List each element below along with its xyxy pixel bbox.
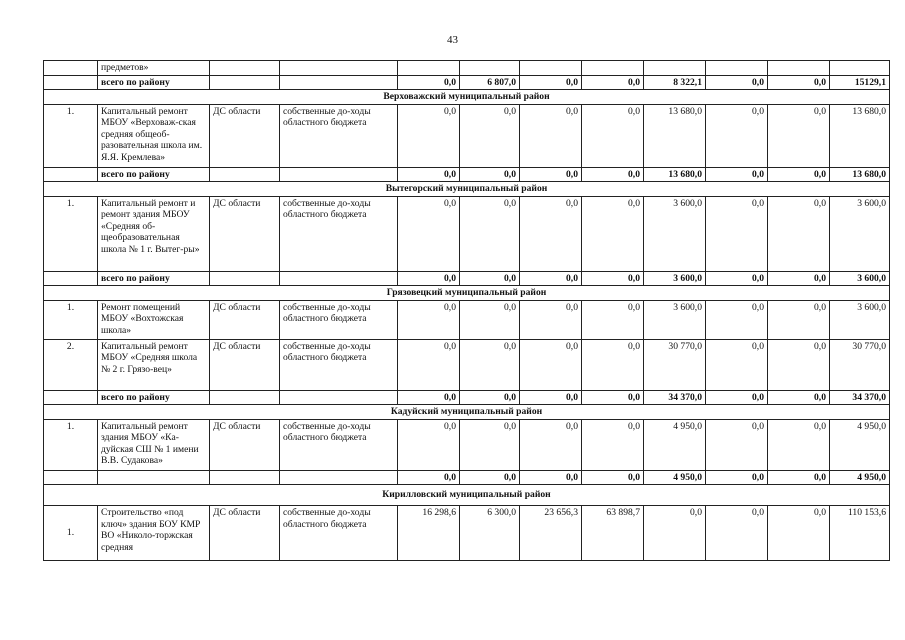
value-cell: 110 153,6 — [830, 506, 890, 561]
total-value-cell: 0,0 — [768, 167, 830, 182]
value-cell: 0,0 — [582, 339, 644, 390]
total-value-cell: 0,0 — [398, 390, 460, 405]
value-cell: 0,0 — [706, 419, 768, 470]
total-value-cell: 0,0 — [582, 470, 644, 485]
total-value-cell: 8 322,1 — [644, 75, 706, 90]
total-value-cell: 0,0 — [398, 470, 460, 485]
value-cell: 0,0 — [460, 419, 520, 470]
empty-cell — [644, 61, 706, 76]
customer-cell — [210, 271, 280, 286]
value-cell: 0,0 — [582, 419, 644, 470]
total-value-cell: 0,0 — [706, 167, 768, 182]
value-cell: 13 680,0 — [830, 104, 890, 167]
value-cell: 0,0 — [520, 196, 582, 271]
value-cell: 0,0 — [398, 300, 460, 339]
total-value-cell: 0,0 — [398, 271, 460, 286]
total-value-cell: 13 680,0 — [644, 167, 706, 182]
total-value-cell: 6 807,0 — [460, 75, 520, 90]
value-cell: 0,0 — [768, 104, 830, 167]
total-value-cell: 0,0 — [706, 271, 768, 286]
empty-cell — [280, 61, 398, 76]
value-cell: 0,0 — [706, 300, 768, 339]
total-value-cell: 34 370,0 — [644, 390, 706, 405]
total-value-cell: 3 600,0 — [644, 271, 706, 286]
table-row — [44, 419, 890, 470]
customer-cell — [210, 167, 280, 182]
total-value-cell: 0,0 — [398, 167, 460, 182]
district-total-label: всего по району — [98, 75, 210, 90]
value-cell: 30 770,0 — [644, 339, 706, 390]
value-cell: 0,0 — [398, 419, 460, 470]
object-name-cell: Строительство «под ключ» здания БОУ КМР ВО «Николо-торжская средняя — [98, 506, 210, 561]
value-cell: 0,0 — [460, 196, 520, 271]
empty-cell — [460, 61, 520, 76]
value-cell: 0,0 — [582, 300, 644, 339]
total-value-cell: 0,0 — [460, 470, 520, 485]
funding-source-cell: собственные до-ходы областного бюджета — [280, 196, 398, 271]
total-value-cell: 0,0 — [768, 75, 830, 90]
value-cell: 30 770,0 — [830, 339, 890, 390]
value-cell: 0,0 — [768, 196, 830, 271]
customer-cell: ДС области — [210, 339, 280, 390]
total-value-cell: 0,0 — [706, 75, 768, 90]
value-cell: 63 898,7 — [582, 506, 644, 561]
value-cell: 0,0 — [768, 339, 830, 390]
total-value-cell: 0,0 — [520, 75, 582, 90]
district-total-label: всего по району — [98, 167, 210, 182]
empty-cell — [210, 61, 280, 76]
total-value-cell: 34 370,0 — [830, 390, 890, 405]
total-value-cell: 0,0 — [520, 271, 582, 286]
total-value-cell: 0,0 — [460, 167, 520, 182]
customer-cell: ДС области — [210, 196, 280, 271]
total-value-cell: 13 680,0 — [830, 167, 890, 182]
table-row — [44, 271, 890, 286]
value-cell: 0,0 — [644, 506, 706, 561]
value-cell: 0,0 — [582, 104, 644, 167]
index-cell — [44, 61, 98, 76]
budget-table — [43, 60, 890, 561]
value-cell: 0,0 — [768, 419, 830, 470]
total-value-cell: 0,0 — [706, 390, 768, 405]
table-row — [44, 75, 890, 90]
value-cell: 0,0 — [520, 339, 582, 390]
value-cell: 0,0 — [520, 104, 582, 167]
value-cell: 6 300,0 — [460, 506, 520, 561]
value-cell: 0,0 — [706, 104, 768, 167]
district-total-label: всего по району — [98, 271, 210, 286]
total-value-cell: 0,0 — [520, 167, 582, 182]
total-value-cell: 4 950,0 — [644, 470, 706, 485]
value-cell: 0,0 — [768, 300, 830, 339]
total-value-cell: 0,0 — [520, 470, 582, 485]
table-row — [44, 167, 890, 182]
index-cell — [44, 470, 98, 485]
total-value-cell: 0,0 — [398, 75, 460, 90]
source-cell — [280, 470, 398, 485]
funding-source-cell: собственные до-ходы областного бюджета — [280, 506, 398, 561]
district-header: Кадуйский муниципальный район — [44, 405, 890, 420]
index-cell — [44, 390, 98, 405]
value-cell: 4 950,0 — [644, 419, 706, 470]
total-value-cell: 0,0 — [460, 390, 520, 405]
object-name-cell: Капитальный ремонт здания МБОУ «Ка-дуйская СШ № 1 имени В.В. Судакова» — [98, 419, 210, 470]
index-cell: 1. — [44, 419, 98, 470]
index-cell — [44, 271, 98, 286]
value-cell: 0,0 — [706, 339, 768, 390]
value-cell: 3 600,0 — [644, 196, 706, 271]
value-cell: 3 600,0 — [644, 300, 706, 339]
value-cell: 23 656,3 — [520, 506, 582, 561]
index-cell — [44, 75, 98, 90]
district-header: Верховажский муниципальный район — [44, 90, 890, 105]
object-name-cell: Капитальный ремонт МБОУ «Верховаж-ская средняя общеоб-разовательная школа им. Я.Я. Кремлева» — [98, 104, 210, 167]
value-cell: 0,0 — [460, 339, 520, 390]
value-cell: 0,0 — [398, 196, 460, 271]
object-name-cell: предметов» — [98, 61, 210, 76]
value-cell: 0,0 — [706, 196, 768, 271]
value-cell: 0,0 — [706, 506, 768, 561]
source-cell — [280, 271, 398, 286]
table-row — [44, 286, 890, 301]
customer-cell: ДС области — [210, 419, 280, 470]
total-value-cell: 15129,1 — [830, 75, 890, 90]
page-number: 43 — [447, 34, 458, 46]
value-cell: 0,0 — [398, 339, 460, 390]
index-cell: 1. — [44, 196, 98, 271]
customer-cell — [210, 390, 280, 405]
district-header: Кирилловский муниципальный район — [44, 485, 890, 506]
district-total-label — [98, 470, 210, 485]
value-cell: 13 680,0 — [644, 104, 706, 167]
total-value-cell: 0,0 — [768, 271, 830, 286]
table-row — [44, 506, 890, 561]
total-value-cell: 0,0 — [768, 470, 830, 485]
index-cell: 1. — [44, 300, 98, 339]
total-value-cell: 4 950,0 — [830, 470, 890, 485]
value-cell: 0,0 — [520, 300, 582, 339]
customer-cell — [210, 470, 280, 485]
value-cell: 0,0 — [398, 104, 460, 167]
district-header: Грязовецкий муниципальный район — [44, 286, 890, 301]
value-cell: 0,0 — [460, 300, 520, 339]
value-cell: 4 950,0 — [830, 419, 890, 470]
table-row — [44, 196, 890, 271]
empty-cell — [520, 61, 582, 76]
empty-cell — [582, 61, 644, 76]
object-name-cell: Ремонт помещений МБОУ «Вохтожская школа» — [98, 300, 210, 339]
source-cell — [280, 390, 398, 405]
customer-cell: ДС области — [210, 300, 280, 339]
index-cell: 2. — [44, 339, 98, 390]
total-value-cell: 3 600,0 — [830, 271, 890, 286]
value-cell: 16 298,6 — [398, 506, 460, 561]
table-row — [44, 104, 890, 167]
table-row — [44, 182, 890, 197]
index-cell — [44, 167, 98, 182]
value-cell: 3 600,0 — [830, 196, 890, 271]
district-header: Вытегорский муниципальный район — [44, 182, 890, 197]
total-value-cell: 0,0 — [582, 167, 644, 182]
value-cell: 0,0 — [460, 104, 520, 167]
funding-source-cell: собственные до-ходы областного бюджета — [280, 104, 398, 167]
table-row — [44, 300, 890, 339]
empty-cell — [706, 61, 768, 76]
source-cell — [280, 75, 398, 90]
customer-cell: ДС области — [210, 104, 280, 167]
table-row — [44, 390, 890, 405]
value-cell: 0,0 — [582, 196, 644, 271]
total-value-cell: 0,0 — [706, 470, 768, 485]
table-row — [44, 339, 890, 390]
value-cell: 0,0 — [768, 506, 830, 561]
value-cell: 0,0 — [520, 419, 582, 470]
empty-cell — [398, 61, 460, 76]
customer-cell: ДС области — [210, 506, 280, 561]
total-value-cell: 0,0 — [460, 271, 520, 286]
index-cell: 1. — [44, 104, 98, 167]
table-row — [44, 61, 890, 76]
total-value-cell: 0,0 — [582, 271, 644, 286]
funding-source-cell: собственные до-ходы областного бюджета — [280, 419, 398, 470]
funding-source-cell: собственные до-ходы областного бюджета — [280, 300, 398, 339]
total-value-cell: 0,0 — [582, 75, 644, 90]
customer-cell — [210, 75, 280, 90]
source-cell — [280, 167, 398, 182]
total-value-cell: 0,0 — [768, 390, 830, 405]
total-value-cell: 0,0 — [520, 390, 582, 405]
empty-cell — [830, 61, 890, 76]
object-name-cell: Капитальный ремонт МБОУ «Средняя школа № 2 г. Грязо-вец» — [98, 339, 210, 390]
table-row — [44, 485, 890, 506]
total-value-cell: 0,0 — [582, 390, 644, 405]
table-row — [44, 90, 890, 105]
table-row — [44, 405, 890, 420]
object-name-cell: Капитальный ремонт и ремонт здания МБОУ «Средняя об-щеобразовательная школа № 1 г. Вытег-ры» — [98, 196, 210, 271]
table-row — [44, 470, 890, 485]
empty-cell — [768, 61, 830, 76]
district-total-label: всего по району — [98, 390, 210, 405]
funding-source-cell: собственные до-ходы областного бюджета — [280, 339, 398, 390]
index-cell: 1. — [44, 506, 98, 561]
value-cell: 3 600,0 — [830, 300, 890, 339]
